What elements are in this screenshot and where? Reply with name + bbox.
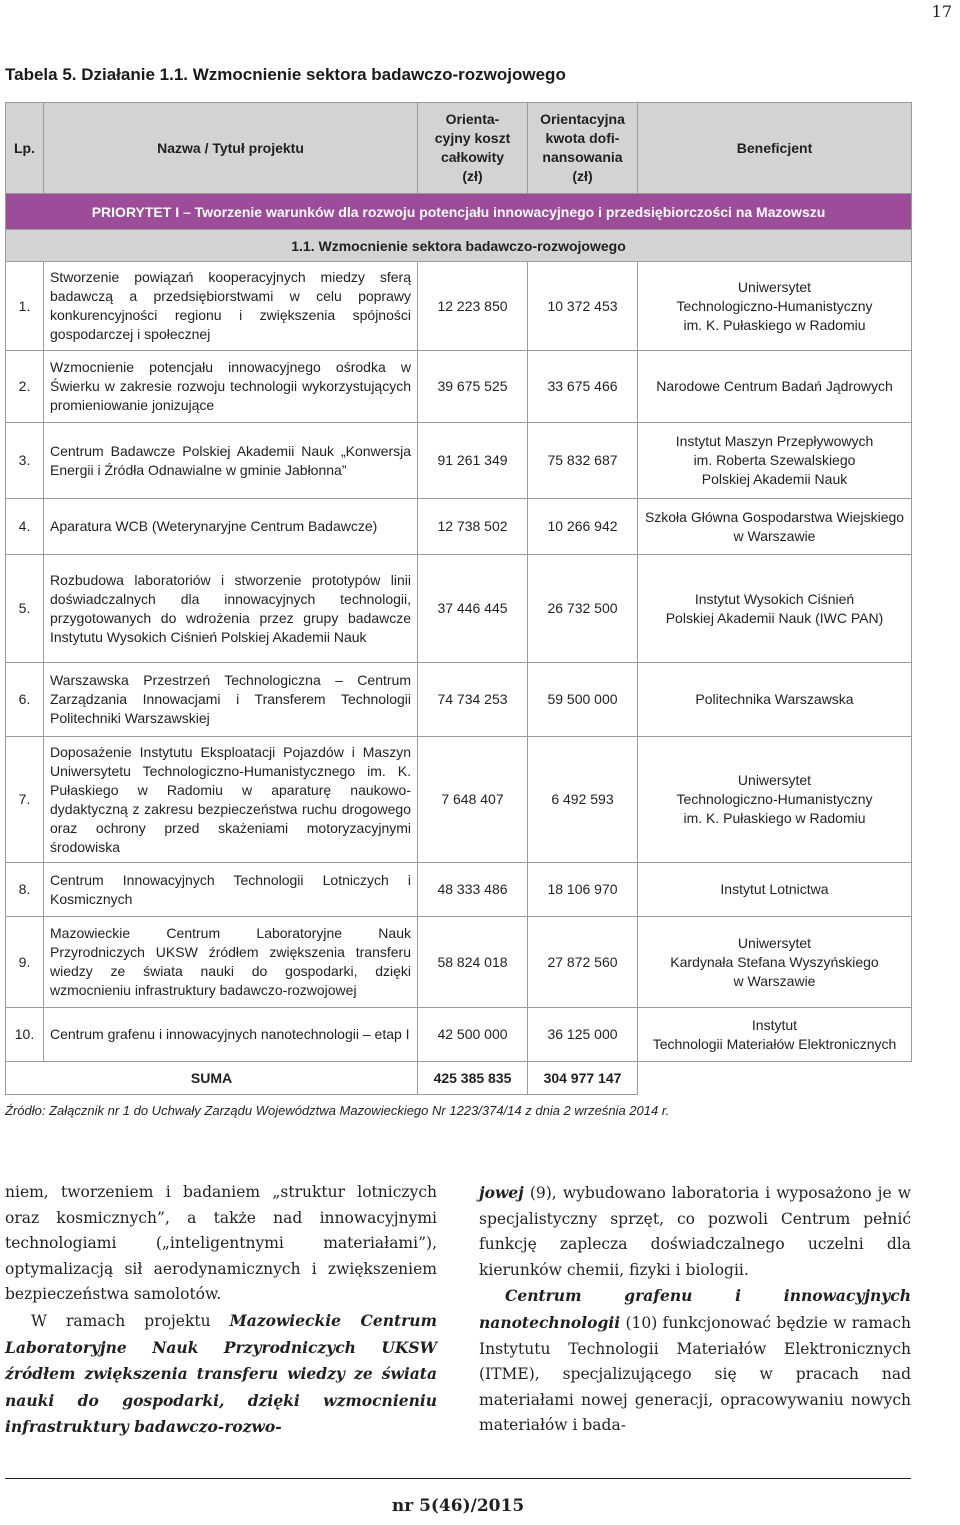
row-lp: 3. [6,423,44,499]
header-cost-line: całkowity [440,149,505,165]
body-text: (9), wybudowano laboratoria i wyposażono je w specjalistyczny sprzęt, co pozwoli Centrum pełnić funkcję zaplecza doświadczalnego uczelni dla kierunków chemii, fizyki i biologii. [479,1184,911,1279]
body-paragraph [479,1283,911,1439]
row-cofinancing: 18 106 970 [528,863,638,917]
row-cofinancing: 26 732 500 [528,555,638,663]
header-cofinancing-line: (zł) [572,168,593,184]
row-lp: 6. [6,663,44,737]
row-cost: 12 223 850 [418,262,528,351]
row-cofinancing: 10 266 942 [528,499,638,555]
row-beneficiary [638,351,912,423]
row-cost: 39 675 525 [418,351,528,423]
row-beneficiary [638,262,912,351]
issue-label: nr 5(46)/2015 [391,1496,525,1516]
beneficiary-line: im. Roberta Szewalskiego [693,452,856,468]
header-cofinancing [528,103,638,194]
row-cost: 48 333 486 [418,863,528,917]
beneficiary-line: Technologiczno-Humanistyczny [676,791,873,807]
beneficiary-line: Instytut Wysokich Ciśnień [694,590,855,607]
body-paragraph [5,1308,437,1441]
body-paragraph: niem, tworzeniem i badaniem „struktur lotniczych oraz kosmicznych”, a także nad innowacyjnymi technologiami („inteligentnymi materiałami”), optymalizacją sił aerodynamicznych i zwiększeniem bezpieczeństwa samolotów. [5,1183,437,1304]
table-title: Tabela 5. Działanie 1.1. Wzmocnienie sektora badawczo-rozwojowego [5,65,566,84]
row-cofinancing: 33 675 466 [528,351,638,423]
row-beneficiary [638,737,912,863]
sum-cost: 425 385 835 [418,1062,528,1095]
row-lp: 7. [6,737,44,863]
body-paragraph [479,1180,911,1283]
row-cost: 7 648 407 [418,737,528,863]
body-column-left [5,1180,437,1441]
beneficiary-line: Uniwersytet [737,278,812,295]
row-title: Stworzenie powiązań kooperacyjnych miedzy sferą badawczą a przedsiębiorstwami w celu poprawy konkurencyjności regionu i zwiększenia spójności gospodarczej i społecznej [44,262,418,351]
row-title: Centrum grafenu i innowacyjnych nanotechnologii – etap I [44,1008,418,1062]
row-title: Warszawska Przestrzeń Technologiczna – Centrum Zarządzania Innowacjami i Transferem Technologii Politechniki Warszawskiej [44,663,418,737]
row-cost: 12 738 502 [418,499,528,555]
row-cost: 58 824 018 [418,917,528,1008]
row-cost: 74 734 253 [418,663,528,737]
row-lp: 2. [6,351,44,423]
row-beneficiary [638,499,912,555]
beneficiary-line: Narodowe Centrum Badań Jądrowych [656,378,893,394]
beneficiary-line: Technologii Materiałów Elektronicznych [652,1035,897,1052]
beneficiary-line: Instytut Lotnictwa [720,881,829,897]
sum-label: SUMA [6,1062,418,1095]
header-title: Nazwa / Tytuł projektu [44,103,418,194]
beneficiary-line: Politechnika Warszawska [695,691,854,707]
body-column-right [479,1180,911,1439]
table-row [6,262,912,351]
row-cofinancing: 75 832 687 [528,423,638,499]
row-title: Doposażenie Instytutu Eksploatacji Pojazdów i Maszyn Uniwersytetu Technologiczno-Humanistycznego im. K. Pułaskiego w Radomiu w aparaturę naukowo-dydaktyczną z zakresu bezpieczeństwa ruchu drogowego oraz ochrony przed skażeniami motoryzacyjnymi środowiska [44,737,418,863]
header-cofinancing-line: nansowania [542,149,623,165]
row-lp: 8. [6,863,44,917]
table-header-row [6,103,912,194]
row-beneficiary [638,863,912,917]
header-cofinancing-line: kwota dofi- [545,130,620,146]
row-cofinancing: 10 372 453 [528,262,638,351]
row-lp: 4. [6,499,44,555]
row-beneficiary [638,917,912,1008]
priority-heading: PRIORYTET I – Tworzenie warunków dla rozwoju potencjału innowacyjnego i przedsiębiorczości na Mazowszu [6,194,912,230]
sum-row [6,1062,912,1095]
beneficiary-line: im. K. Pułaskiego w Radomiu [683,810,866,826]
project-name-emphasis: jowej [479,1183,524,1202]
header-cost-line: Orienta- [445,111,500,127]
beneficiary-line: w Warszawie [733,972,816,989]
table-row [6,863,912,917]
project-name-emphasis: Mazowieckie Centrum Laboratoryjne Nauk Przyrodniczych UKSW źródłem zwiększenia transferu wiedzy ze świata nauki do gospodarki, dzięki wzmocnieniu infrastruktury badawczo-rozwo- [5,1310,437,1437]
row-title: Centrum Badawcze Polskiej Akademii Nauk „Konwersja Energii i Źródła Odnawialne w gminie Jabłonna” [44,423,418,499]
footer-divider [5,1478,911,1479]
page-number: 17 [931,2,952,21]
row-cofinancing: 59 500 000 [528,663,638,737]
table-row [6,737,912,863]
row-cofinancing: 27 872 560 [528,917,638,1008]
row-lp: 9. [6,917,44,1008]
row-cost: 42 500 000 [418,1008,528,1062]
header-cost-line: cyjny koszt [434,130,511,146]
table-row [6,499,912,555]
table-row [6,423,912,499]
row-beneficiary [638,1008,912,1062]
project-name-emphasis: Centrum grafenu i innowacyjnych nanotechnologii [479,1286,911,1332]
sum-cofinancing: 304 977 147 [528,1062,638,1095]
beneficiary-line: Instytut [751,1016,798,1033]
header-beneficiary: Beneficjent [638,103,912,194]
row-lp: 5. [6,555,44,663]
row-cofinancing: 6 492 593 [528,737,638,863]
sum-empty-cell [638,1062,912,1095]
body-text: (10) funkcjonować będzie w ramach Instytutu Technologii Materiałów Elektronicznych (ITME), specjalizującego się w pracach nad materiałami nowej generacji, opracowywaniu nowych materiałów i bada- [479,1313,911,1435]
row-lp: 1. [6,262,44,351]
priority-row [6,194,912,230]
row-beneficiary [638,663,912,737]
row-cofinancing: 36 125 000 [528,1008,638,1062]
beneficiary-line: Szkoła Główna Gospodarstwa Wiejskiego [644,508,905,525]
table-row [6,351,912,423]
beneficiary-line: w Warszawie [733,527,816,544]
subheading-row [6,230,912,262]
row-title: Aparatura WCB (Weterynaryjne Centrum Badawcze) [44,499,418,555]
beneficiary-line: Uniwersytet [737,772,812,788]
header-cost [418,103,528,194]
row-title: Rozbudowa laboratoriów i stworzenie prototypów linii doświadczalnych dla innowacyjnych technologii, przygotowanych do wdrożenia przez grupy badawcze Instytutu Wysokich Ciśnień Polskiej Akademii Nauk [44,555,418,663]
beneficiary-line: Instytut Maszyn Przepływowych [675,433,874,449]
table-row [6,1008,912,1062]
source-note: Źródło: Załącznik nr 1 do Uchwały Zarządu Województwa Mazowieckiego Nr 1223/374/14 z dnia 2 września 2014 r. [5,1103,670,1118]
measure-heading: 1.1. Wzmocnienie sektora badawczo-rozwojowego [6,230,912,262]
row-cost: 37 446 445 [418,555,528,663]
table-row [6,555,912,663]
table-row [6,663,912,737]
row-lp: 10. [6,1008,44,1062]
row-title: Wzmocnienie potencjału innowacyjnego ośrodka w Świerku w zakresie rozwoju technologii wykorzystujących promieniowanie jonizujące [44,351,418,423]
beneficiary-line: Uniwersytet [737,934,812,951]
row-title: Mazowieckie Centrum Laboratoryjne Nauk Przyrodniczych UKSW źródłem zwiększenia transferu wiedzy ze świata nauki do gospodarki, dzięki wzmocnieniu infrastruktury badawczo-rozwojowej [44,917,418,1008]
projects-table [5,102,912,1095]
beneficiary-line: Technologiczno-Humanistyczny [676,297,873,314]
row-title: Centrum Innowacyjnych Technologii Lotniczych i Kosmicznych [44,863,418,917]
body-text: W ramach projektu [31,1311,230,1330]
header-cofinancing-line: Orientacyjna [540,111,625,127]
beneficiary-line: Polskiej Akademii Nauk (IWC PAN) [665,609,884,626]
header-cost-line: (zł) [462,168,483,184]
row-beneficiary [638,555,912,663]
beneficiary-line: im. K. Pułaskiego w Radomiu [683,316,866,333]
header-lp: Lp. [6,103,44,194]
row-cost: 91 261 349 [418,423,528,499]
beneficiary-line: Kardynała Stefana Wyszyńskiego [670,953,879,970]
beneficiary-line: Polskiej Akademii Nauk [701,471,848,487]
row-beneficiary [638,423,912,499]
table-row [6,917,912,1008]
